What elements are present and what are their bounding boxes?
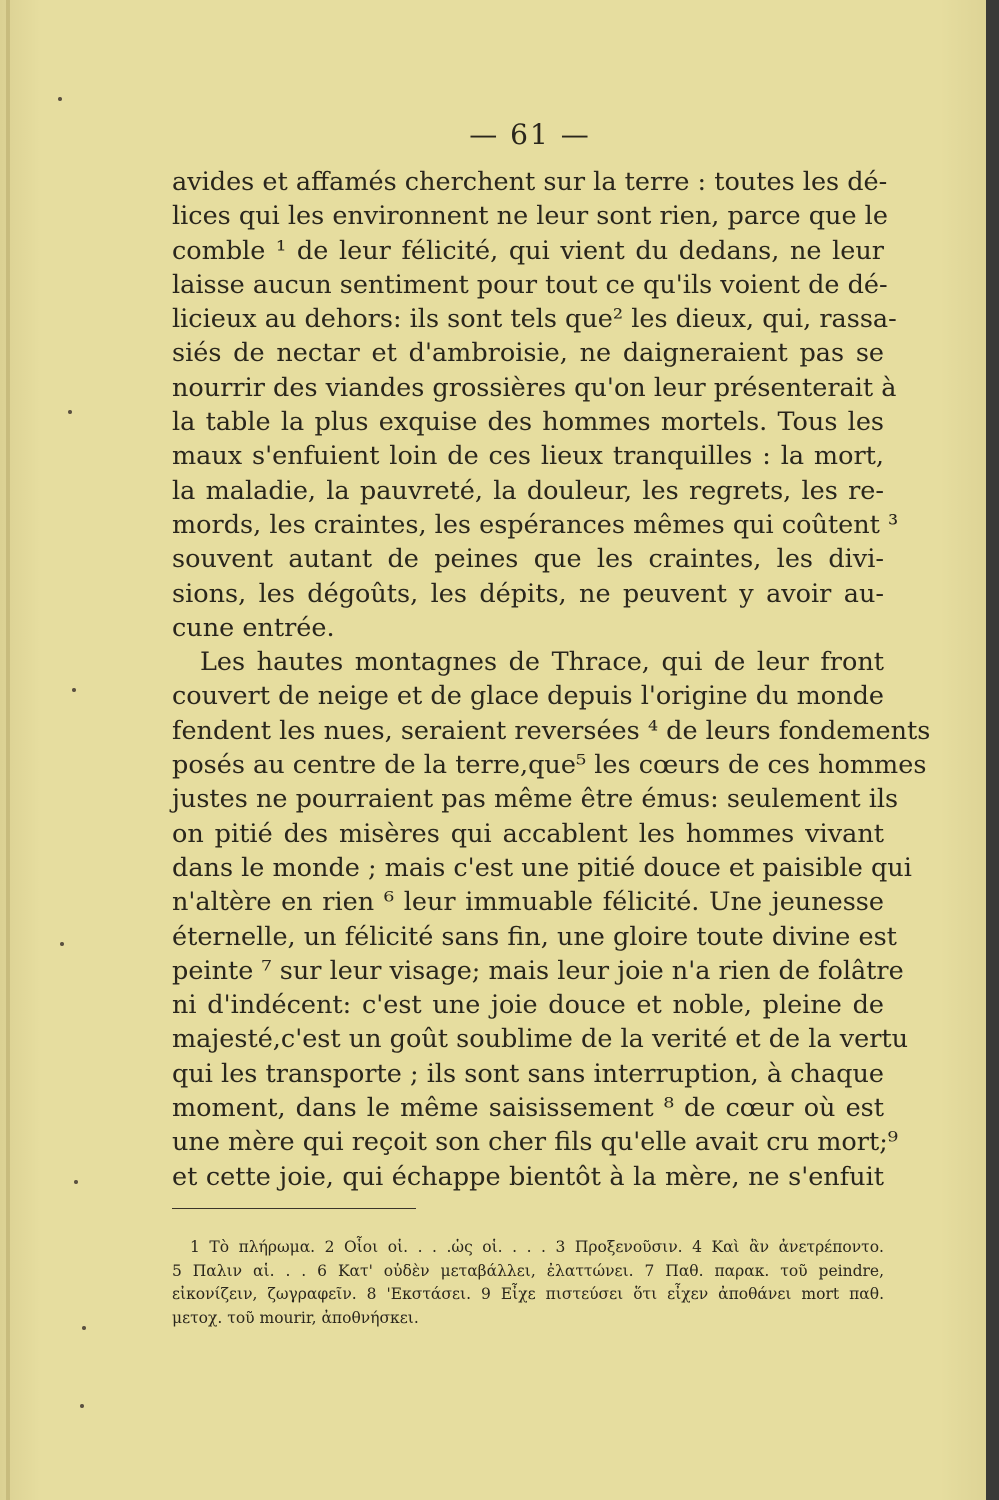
text-line: siés de nectar et d'ambroisie, ne daigneraient pas se [172,338,884,369]
paper-speck [82,1326,86,1330]
text-line: éternelle, un félicité sans fin, une gloire toute divine est [172,921,897,952]
text-line: nourrir des viandes grossières qu'on leur présenterait à [172,372,897,403]
text-line: couvert de neige et de glace depuis l'origine du monde [172,681,884,712]
paper-speck [72,688,76,692]
paper-speck [58,97,62,101]
text-line: majesté,c'est un goût soublime de la verité et de la vertu [172,1024,909,1055]
text-line: souvent autant de peines que les craintes, les divi- [172,544,884,575]
text-line: une mère qui reçoit son cher fils qu'elle avait cru mort;⁹ [172,1127,899,1158]
text-line: dans le monde ; mais c'est une pitié douce et paisible qui [172,852,912,883]
footnotes [172,1236,884,1330]
paper-speck [68,410,72,414]
text-line: n'altère en rien ⁶ leur immuable félicité. Une jeunesse [172,887,884,918]
text-line: la maladie, la pauvreté, la douleur, les regrets, les re- [172,475,884,506]
text-line: laisse aucun sentiment pour tout ce qu'ils voient de dé- [172,269,888,300]
paper-speck [80,1404,84,1408]
page-number: — 61 — [469,118,591,151]
text-line: mords, les craintes, les espérances mêmes qui coûtent ³ [172,509,899,540]
footnote-line: εἰκονίζειν, ζωγραφεῖν. 8 'Εκστάσει. 9 Εἶχε πιστεύσει ὅτι εἶχεν ἀποθάνει mort παθ. [172,1285,884,1303]
text-line: posés au centre de la terre,que⁵ les cœurs de ces hommes [172,750,927,781]
text-line: qui les transporte ; ils sont sans interruption, à chaque [172,1058,884,1089]
text-line: avides et affamés cherchent sur la terre : toutes les dé- [172,167,888,197]
text-line: ni d'indécent: c'est une joie douce et noble, pleine de [172,990,884,1021]
text-line: comble ¹ de leur félicité, qui vient du dedans, ne leur [172,235,884,266]
paper-speck [60,942,64,946]
footnote-line: μετοχ. τοῦ mourir, ἀποθνήσκει. [172,1308,419,1327]
book-edge [986,0,999,1500]
text-line: on pitié des misères qui accablent les hommes vivant [172,818,884,849]
footnote-line: 1 Τὸ πλήρωμα. 2 Οἷοι οἱ. . . .ὡς οἱ. . . . 3 Προξενοῦσιν. 4 Καὶ ἂν ἀνετρέποντο. [190,1238,884,1256]
text-line: la table la plus exquise des hommes mortels. Tous les [172,407,884,438]
text-line: licieux au dehors: ils sont tels que² les dieux, qui, rassa- [172,304,897,335]
text-line: et cette joie, qui échappe bientôt à la mère, ne s'enfuit [172,1161,884,1192]
text-line: Les hautes montagnes de Thrace, qui de leur front [200,647,884,678]
text-line: justes ne pourraient pas même être émus: seulement ils [172,784,899,815]
page-fold-shadow [6,0,10,1500]
footnote-line: 5 Παλιν αἱ. . . 6 Κατ' οὐδὲν μεταβάλλει, ἐλαττώνει. 7 Παθ. παρακ. τοῦ peindre, [172,1261,884,1280]
text-line: sions, les dégoûts, les dépits, ne peuvent y avoir au- [172,578,884,609]
text-line: peinte ⁷ sur leur visage; mais leur joie n'a rien de folâtre [172,955,904,986]
text-line: lices qui les environnent ne leur sont rien, parce que le [172,201,888,232]
text-line: cune entrée. [172,612,335,643]
text-line: fendent les nues, seraient reversées ⁴ de leurs fondements [172,715,931,746]
text-line: maux s'enfuient loin de ces lieux tranquilles : la mort, [172,441,884,472]
paper-speck [74,1180,78,1184]
body-text [172,165,931,1194]
text-line: moment, dans le même saisissement ⁸ de cœur où est [172,1093,884,1124]
footnote-rule [172,1208,416,1209]
